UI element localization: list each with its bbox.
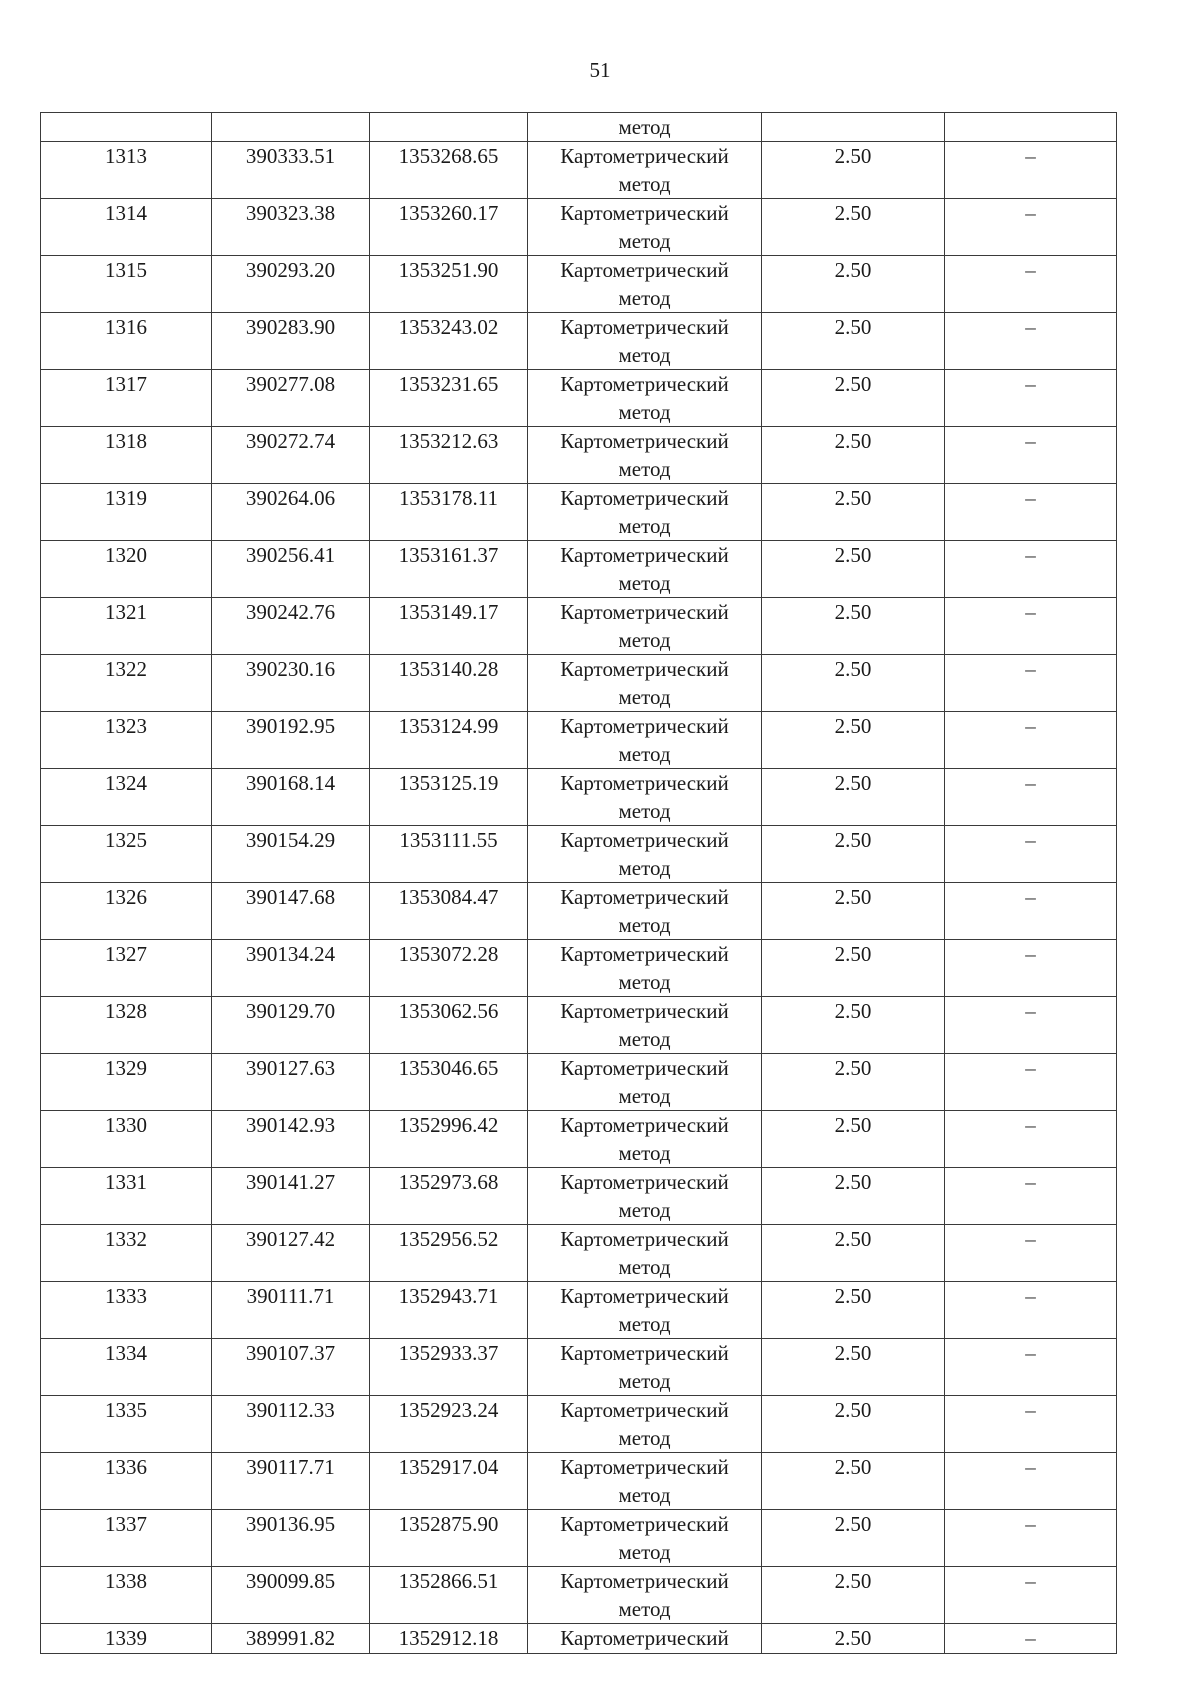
x-cell: 390129.70	[212, 997, 370, 1054]
error-cell: 2.50	[762, 826, 945, 883]
error-cell: 2.50	[762, 484, 945, 541]
y-cell: 1353140.28	[370, 655, 528, 712]
method-line-1: Картометрический	[560, 543, 729, 567]
table-row	[41, 826, 1117, 883]
note-cell: –	[945, 1339, 1117, 1396]
y-cell: 1352923.24	[370, 1396, 528, 1453]
x-cell: 390117.71	[212, 1453, 370, 1510]
error-cell: 2.50	[762, 1282, 945, 1339]
y-cell: 1353178.11	[370, 484, 528, 541]
y-cell: 1352996.42	[370, 1111, 528, 1168]
table-row	[41, 1282, 1117, 1339]
error-cell: 2.50	[762, 1567, 945, 1624]
method-cell	[528, 940, 762, 997]
method-line-1: Картометрический	[560, 144, 729, 168]
error-cell: 2.50	[762, 142, 945, 199]
y-cell: 1353046.65	[370, 1054, 528, 1111]
method-cell	[528, 826, 762, 883]
method-line-2: метод	[618, 1141, 671, 1165]
note-cell: –	[945, 484, 1117, 541]
error-cell: 2.50	[762, 1054, 945, 1111]
x-cell: 390136.95	[212, 1510, 370, 1567]
table-row	[41, 1510, 1117, 1567]
error-cell: 2.50	[762, 256, 945, 313]
id-cell: 1338	[41, 1567, 212, 1624]
error-cell: 2.50	[762, 769, 945, 826]
x-cell: 390127.42	[212, 1225, 370, 1282]
y-cell: 1353062.56	[370, 997, 528, 1054]
method-cell	[528, 1054, 762, 1111]
note-cell	[945, 113, 1117, 142]
method-cell	[528, 997, 762, 1054]
table-row	[41, 940, 1117, 997]
note-cell: –	[945, 1624, 1117, 1654]
page-number: 51	[589, 58, 611, 82]
method-line-1: Картометрический	[560, 1056, 729, 1080]
table-row	[41, 313, 1117, 370]
method-cell	[528, 370, 762, 427]
x-cell: 390283.90	[212, 313, 370, 370]
y-cell: 1353161.37	[370, 541, 528, 598]
id-cell: 1334	[41, 1339, 212, 1396]
method-cell	[528, 313, 762, 370]
method-line-1: Картометрический	[560, 714, 729, 738]
y-cell: 1353149.17	[370, 598, 528, 655]
method-line-2: метод	[618, 628, 671, 652]
method-line-1: Картометрический	[560, 1113, 729, 1137]
method-line-2: метод	[618, 343, 671, 367]
note-cell: –	[945, 940, 1117, 997]
note-cell: –	[945, 1396, 1117, 1453]
method-line-1: Картометрический	[560, 1284, 729, 1308]
id-cell: 1327	[41, 940, 212, 997]
id-cell: 1313	[41, 142, 212, 199]
x-cell: 390272.74	[212, 427, 370, 484]
coordinates-table	[40, 112, 1117, 1654]
id-cell: 1317	[41, 370, 212, 427]
table-row	[41, 370, 1117, 427]
table-row	[41, 1168, 1117, 1225]
error-cell: 2.50	[762, 997, 945, 1054]
method-line-2: метод	[618, 1369, 671, 1393]
error-cell: 2.50	[762, 1339, 945, 1396]
id-cell: 1321	[41, 598, 212, 655]
note-cell: –	[945, 427, 1117, 484]
table-row	[41, 1111, 1117, 1168]
x-cell: 390134.24	[212, 940, 370, 997]
id-cell: 1335	[41, 1396, 212, 1453]
y-cell: 1352875.90	[370, 1510, 528, 1567]
method-line-2: метод	[618, 1597, 671, 1621]
method-line-2: метод	[618, 172, 671, 196]
y-cell: 1352912.18	[370, 1624, 528, 1654]
y-cell: 1353111.55	[370, 826, 528, 883]
id-cell: 1331	[41, 1168, 212, 1225]
note-cell: –	[945, 1510, 1117, 1567]
note-cell: –	[945, 1453, 1117, 1510]
x-cell: 390111.71	[212, 1282, 370, 1339]
method-cell	[528, 655, 762, 712]
note-cell: –	[945, 826, 1117, 883]
x-cell: 390142.93	[212, 1111, 370, 1168]
y-cell: 1353125.19	[370, 769, 528, 826]
id-cell: 1316	[41, 313, 212, 370]
table-row	[41, 484, 1117, 541]
method-line-2: метод	[618, 1483, 671, 1507]
id-cell: 1319	[41, 484, 212, 541]
table-body	[41, 113, 1117, 1654]
y-cell: 1353260.17	[370, 199, 528, 256]
method-line-1: Картометрический	[560, 942, 729, 966]
y-cell: 1352933.37	[370, 1339, 528, 1396]
error-cell: 2.50	[762, 883, 945, 940]
method-line-2: метод	[618, 1198, 671, 1222]
method-line-1: Картометрический	[560, 486, 729, 510]
x-cell: 390293.20	[212, 256, 370, 313]
method-line-2: метод	[618, 1255, 671, 1279]
table-row	[41, 427, 1117, 484]
x-cell: 390141.27	[212, 1168, 370, 1225]
error-cell: 2.50	[762, 1168, 945, 1225]
id-cell: 1336	[41, 1453, 212, 1510]
error-cell: 2.50	[762, 1624, 945, 1654]
y-cell: 1353084.47	[370, 883, 528, 940]
method-cell	[528, 541, 762, 598]
method-cell: метод	[528, 113, 762, 142]
note-cell: –	[945, 1168, 1117, 1225]
y-cell: 1353124.99	[370, 712, 528, 769]
table-row	[41, 769, 1117, 826]
x-cell: 390147.68	[212, 883, 370, 940]
x-cell: 389991.82	[212, 1624, 370, 1654]
x-cell: 390107.37	[212, 1339, 370, 1396]
table-row	[41, 1054, 1117, 1111]
note-cell: –	[945, 1054, 1117, 1111]
method-line-2: метод	[618, 286, 671, 310]
y-cell: 1353251.90	[370, 256, 528, 313]
y-cell: 1352917.04	[370, 1453, 528, 1510]
x-cell: 390242.76	[212, 598, 370, 655]
note-cell: –	[945, 1567, 1117, 1624]
x-cell: 390127.63	[212, 1054, 370, 1111]
method-line-2: метод	[618, 1540, 671, 1564]
id-cell: 1339	[41, 1624, 212, 1654]
method-line-1: Картометрический	[560, 657, 729, 681]
note-cell: –	[945, 883, 1117, 940]
error-cell: 2.50	[762, 940, 945, 997]
x-cell: 390112.33	[212, 1396, 370, 1453]
id-cell: 1326	[41, 883, 212, 940]
method-line-1: Картометрический	[560, 258, 729, 282]
error-cell: 2.50	[762, 1111, 945, 1168]
method-line-2: метод	[618, 457, 671, 481]
table-row	[41, 1225, 1117, 1282]
error-cell: 2.50	[762, 313, 945, 370]
error-cell: 2.50	[762, 655, 945, 712]
method-line-2: метод	[618, 1426, 671, 1450]
method-cell	[528, 1510, 762, 1567]
method-line-2: метод	[618, 514, 671, 538]
method-line-2: метод	[618, 685, 671, 709]
method-line-2: метод	[618, 913, 671, 937]
id-cell: 1337	[41, 1510, 212, 1567]
error-cell: 2.50	[762, 427, 945, 484]
x-cell: 390099.85	[212, 1567, 370, 1624]
x-cell: 390192.95	[212, 712, 370, 769]
x-cell: 390277.08	[212, 370, 370, 427]
method-cell	[528, 712, 762, 769]
method-line-1: Картометрический	[560, 1455, 729, 1479]
method-cell	[528, 427, 762, 484]
id-cell: 1314	[41, 199, 212, 256]
id-cell: 1318	[41, 427, 212, 484]
table-row	[41, 541, 1117, 598]
id-cell: 1323	[41, 712, 212, 769]
method-line-1: Картометрический	[560, 429, 729, 453]
method-cell	[528, 1225, 762, 1282]
note-cell: –	[945, 370, 1117, 427]
error-cell: 2.50	[762, 1453, 945, 1510]
method-line-2: метод	[618, 1084, 671, 1108]
error-cell: 2.50	[762, 1396, 945, 1453]
y-cell: 1352973.68	[370, 1168, 528, 1225]
y-cell: 1352866.51	[370, 1567, 528, 1624]
table-row	[41, 997, 1117, 1054]
x-cell: 390168.14	[212, 769, 370, 826]
id-cell	[41, 113, 212, 142]
method-line-1: Картометрический	[560, 999, 729, 1023]
method-cell: Картометрический	[528, 1624, 762, 1654]
y-cell: 1353231.65	[370, 370, 528, 427]
note-cell: –	[945, 1282, 1117, 1339]
method-cell	[528, 1111, 762, 1168]
id-cell: 1325	[41, 826, 212, 883]
method-line-1: Картометрический	[560, 771, 729, 795]
x-cell: 390264.06	[212, 484, 370, 541]
table-row	[41, 655, 1117, 712]
error-cell: 2.50	[762, 199, 945, 256]
method-line-2: метод	[618, 571, 671, 595]
note-cell: –	[945, 313, 1117, 370]
note-cell: –	[945, 199, 1117, 256]
note-cell: –	[945, 598, 1117, 655]
method-line-2: метод	[618, 742, 671, 766]
note-cell: –	[945, 1111, 1117, 1168]
id-cell: 1333	[41, 1282, 212, 1339]
method-line-1: Картометрический	[560, 600, 729, 624]
error-cell	[762, 113, 945, 142]
note-cell: –	[945, 655, 1117, 712]
y-cell: 1352943.71	[370, 1282, 528, 1339]
x-cell: 390230.16	[212, 655, 370, 712]
method-line-2: метод	[618, 400, 671, 424]
method-line-1: Картометрический	[560, 885, 729, 909]
error-cell: 2.50	[762, 1510, 945, 1567]
method-line-1: Картометрический	[560, 1227, 729, 1251]
x-cell: 390256.41	[212, 541, 370, 598]
method-cell	[528, 484, 762, 541]
table-row-continued	[41, 113, 1117, 142]
method-line-2: метод	[618, 799, 671, 823]
error-cell: 2.50	[762, 541, 945, 598]
note-cell: –	[945, 997, 1117, 1054]
id-cell: 1329	[41, 1054, 212, 1111]
method-line-2: метод	[618, 1027, 671, 1051]
id-cell: 1322	[41, 655, 212, 712]
method-line-2: метод	[618, 856, 671, 880]
table-row	[41, 712, 1117, 769]
table-row	[41, 883, 1117, 940]
error-cell: 2.50	[762, 712, 945, 769]
x-cell	[212, 113, 370, 142]
method-cell	[528, 769, 762, 826]
method-line-1: Картометрический	[560, 828, 729, 852]
method-line-1: Картометрический	[560, 1569, 729, 1593]
note-cell: –	[945, 769, 1117, 826]
method-cell	[528, 1567, 762, 1624]
method-line-2: метод	[618, 970, 671, 994]
method-line-1: Картометрический	[560, 1341, 729, 1365]
note-cell: –	[945, 541, 1117, 598]
x-cell: 390154.29	[212, 826, 370, 883]
x-cell: 390323.38	[212, 199, 370, 256]
method-cell	[528, 199, 762, 256]
table-row	[41, 598, 1117, 655]
method-cell	[528, 598, 762, 655]
method-cell	[528, 142, 762, 199]
method-cell	[528, 1282, 762, 1339]
id-cell: 1315	[41, 256, 212, 313]
method-cell	[528, 1339, 762, 1396]
method-cell	[528, 1453, 762, 1510]
x-cell: 390333.51	[212, 142, 370, 199]
method-line-1: Картометрический	[560, 1398, 729, 1422]
y-cell	[370, 113, 528, 142]
note-cell: –	[945, 712, 1117, 769]
method-line-1: Картометрический	[560, 315, 729, 339]
id-cell: 1330	[41, 1111, 212, 1168]
note-cell: –	[945, 142, 1117, 199]
method-cell	[528, 883, 762, 940]
method-line-1: Картометрический	[560, 1170, 729, 1194]
table-row	[41, 1624, 1117, 1654]
method-line-1: Картометрический	[560, 1512, 729, 1536]
method-cell	[528, 1168, 762, 1225]
id-cell: 1320	[41, 541, 212, 598]
method-cell	[528, 1396, 762, 1453]
id-cell: 1328	[41, 997, 212, 1054]
table-row	[41, 1339, 1117, 1396]
y-cell: 1353212.63	[370, 427, 528, 484]
y-cell: 1353243.02	[370, 313, 528, 370]
y-cell: 1353268.65	[370, 142, 528, 199]
error-cell: 2.50	[762, 598, 945, 655]
method-line-1: Картометрический	[560, 372, 729, 396]
table-row	[41, 1396, 1117, 1453]
method-line-2: метод	[618, 1312, 671, 1336]
method-cell	[528, 256, 762, 313]
table-row	[41, 199, 1117, 256]
table-row	[41, 1453, 1117, 1510]
note-cell: –	[945, 1225, 1117, 1282]
y-cell: 1352956.52	[370, 1225, 528, 1282]
y-cell: 1353072.28	[370, 940, 528, 997]
method-line-2: метод	[618, 229, 671, 253]
table-row	[41, 256, 1117, 313]
error-cell: 2.50	[762, 1225, 945, 1282]
table-row	[41, 142, 1117, 199]
method-line-1: Картометрический	[560, 201, 729, 225]
table-row	[41, 1567, 1117, 1624]
error-cell: 2.50	[762, 370, 945, 427]
note-cell: –	[945, 256, 1117, 313]
id-cell: 1332	[41, 1225, 212, 1282]
id-cell: 1324	[41, 769, 212, 826]
